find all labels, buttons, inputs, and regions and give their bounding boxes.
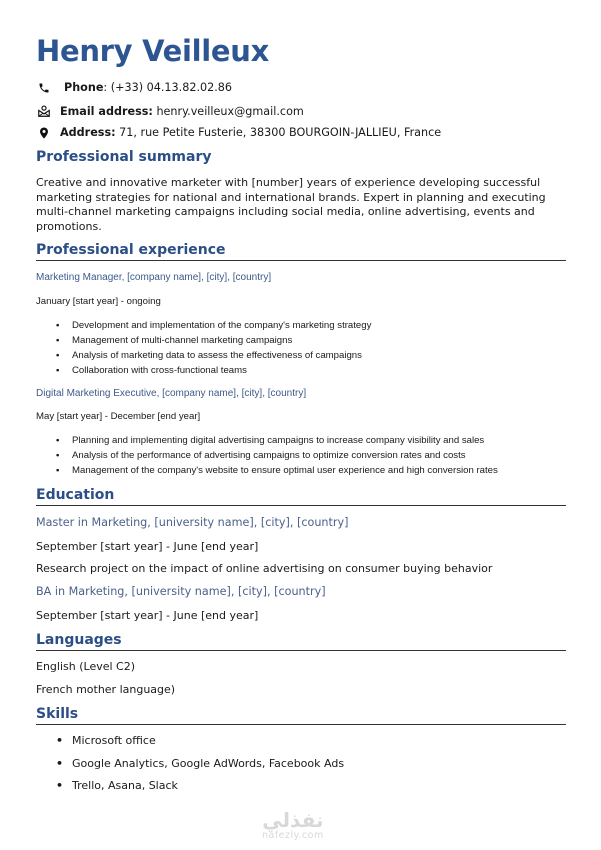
watermark-latin: nafezly.com xyxy=(262,830,324,841)
list-item: • Trello, Asana, Slack xyxy=(56,779,178,792)
language-item: English (Level C2) xyxy=(36,660,136,673)
watermark xyxy=(262,810,324,841)
email-value[interactable]: henry.veilleux@gmail.com xyxy=(152,104,304,118)
job-bullets xyxy=(56,433,498,478)
address-label: Address: xyxy=(60,126,116,139)
list-item: • Collaboration with cross-functional teams xyxy=(56,365,247,376)
skills-list xyxy=(56,730,344,798)
contact-phone xyxy=(36,81,232,94)
list-item: • Analysis of the performance of advertising campaigns to optimize conversion rates and costs xyxy=(56,450,466,461)
degree-title: BA in Marketing, [university name], [city], [country] xyxy=(36,585,326,598)
degree-dates: September [start year] - June [end year] xyxy=(36,609,259,622)
experience-heading: Professional experience xyxy=(36,242,566,261)
phone-label: Phone xyxy=(64,81,104,94)
job-title: Marketing Manager, [company name], [city], [country] xyxy=(36,272,272,283)
job-title: Digital Marketing Executive, [company name], [city], [country] xyxy=(36,388,307,399)
list-item: • Planning and implementing digital advertising campaigns to increase company visibility and sales xyxy=(56,435,485,446)
list-item: • Analysis of marketing data to assess the effectiveness of campaigns xyxy=(56,350,362,361)
job-dates: May [start year] - December [end year] xyxy=(36,411,201,422)
degree-title: Master in Marketing, [university name], [city], [country] xyxy=(36,516,349,529)
degree-dates: September [start year] - June [end year] xyxy=(36,540,259,553)
education-heading: Education xyxy=(36,487,566,506)
list-item: • Microsoft office xyxy=(56,734,156,747)
list-item: • Google Analytics, Google AdWords, Facebook Ads xyxy=(56,756,345,770)
location-pin-icon xyxy=(36,127,52,139)
email-label: Email address: xyxy=(60,104,153,118)
address-value: 71, rue Petite Fusterie, 38300 BOURGOIN-JALLIEU, France xyxy=(115,126,442,139)
watermark-arabic: نفذلي xyxy=(262,808,324,832)
list-item: • Management of multi-channel marketing campaigns xyxy=(56,335,293,346)
summary-heading: Professional summary xyxy=(36,149,212,165)
contact-address xyxy=(36,126,441,139)
email-icon xyxy=(36,104,52,118)
job-dates: January [start year] - ongoing xyxy=(36,296,161,307)
skills-heading: Skills xyxy=(36,706,566,725)
candidate-name: Henry Veilleux xyxy=(36,34,270,68)
phone-value: : (+33) 04.13.82.02.86 xyxy=(103,81,233,94)
contact-email xyxy=(36,104,304,118)
job-bullets xyxy=(56,318,371,378)
list-item: • Management of the company's website to ensure optimal user experience and high conversion rates xyxy=(56,465,498,476)
language-item: French mother language) xyxy=(36,683,176,696)
degree-note: Research project on the impact of online advertising on consumer buying behavior xyxy=(36,562,493,575)
summary-text: Creative and innovative marketer with [number] years of experience developing successful marketing strategies for national and international brands. Expert in planning and executing multi-channel marketing campaigns including social media, online advertising, events and promotions. xyxy=(36,176,546,233)
phone-icon xyxy=(36,82,52,94)
languages-heading: Languages xyxy=(36,632,566,651)
list-item: • Development and implementation of the company's marketing strategy xyxy=(56,320,372,331)
